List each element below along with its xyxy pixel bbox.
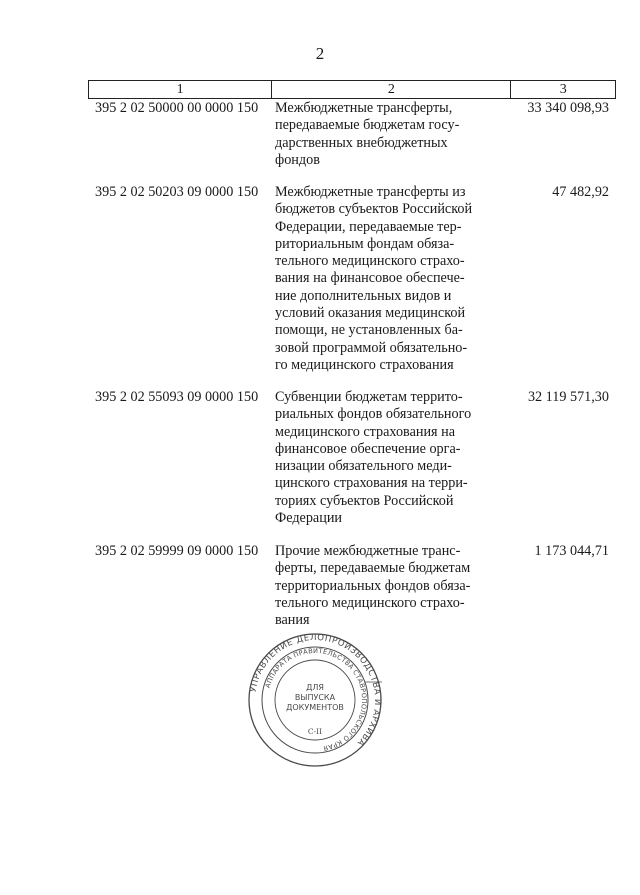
row-amount: 1 173 044,71 xyxy=(534,543,609,559)
stamp-center-line-2: ВЫПУСКА xyxy=(294,693,336,702)
row-description: Прочие межбюджетные транс- ферты, передаваемые бюджетам территориальных фондов обяза- тельного медицинского страхо- вания xyxy=(275,543,471,629)
row-amount: 32 119 571,30 xyxy=(527,389,609,405)
stamp-inner-text: АППАРАТА ПРАВИТЕЛЬСТВА СТАВРОПОЛЬСКОГО КРАЯ xyxy=(263,646,369,753)
stamp-outer-text: УПРАВЛЕНИЕ ДЕЛОПРОИЗВОДСТВА И АРХИВА xyxy=(248,633,382,748)
budget-code: 395 2 02 55093 09 0000 150 xyxy=(95,389,259,405)
budget-code: 395 2 02 50203 09 0000 150 xyxy=(95,184,259,200)
row-description: Субвенции бюджетам террито- риальных фондов обязательного медицинского страхования на финансовое обеспечение орга- низации обязательного меди- цинского страхования на терри- ториях субъектов Российской Федерации xyxy=(275,389,472,527)
column-header-2: 2 xyxy=(272,81,511,98)
column-header-1: 1 xyxy=(89,81,272,98)
row-description: Межбюджетные трансферты, передаваемые бюджетам госу- дарственных внебюджетных фондов xyxy=(275,100,460,168)
row-description: Межбюджетные трансферты из бюджетов субъектов Российской Федерации, передаваемые тер- риториальным фондам обяза- тельного медицинского страхо- вания на финансовое обеспече- ние дополнительных видов и условий оказания медицинской помощи, не установленных ба- зовой программой обязательно- го медицинского страхования xyxy=(275,184,473,373)
stamp-center-line-1: ДЛЯ xyxy=(306,683,324,692)
row-amount: 33 340 098,93 xyxy=(527,100,609,116)
stamp-center-line-3: ДОКУМЕНТОВ xyxy=(286,703,344,712)
budget-code: 395 2 02 59999 09 0000 150 xyxy=(95,543,259,559)
table-header xyxy=(88,80,616,99)
page-number: 2 xyxy=(315,44,325,63)
column-header-3: 3 xyxy=(559,81,567,97)
budget-code: 395 2 02 50000 00 0000 150 xyxy=(95,100,259,116)
stamp-bottom-mark: С-II xyxy=(307,727,323,736)
official-stamp xyxy=(248,633,382,767)
row-amount: 47 482,92 xyxy=(552,184,609,200)
